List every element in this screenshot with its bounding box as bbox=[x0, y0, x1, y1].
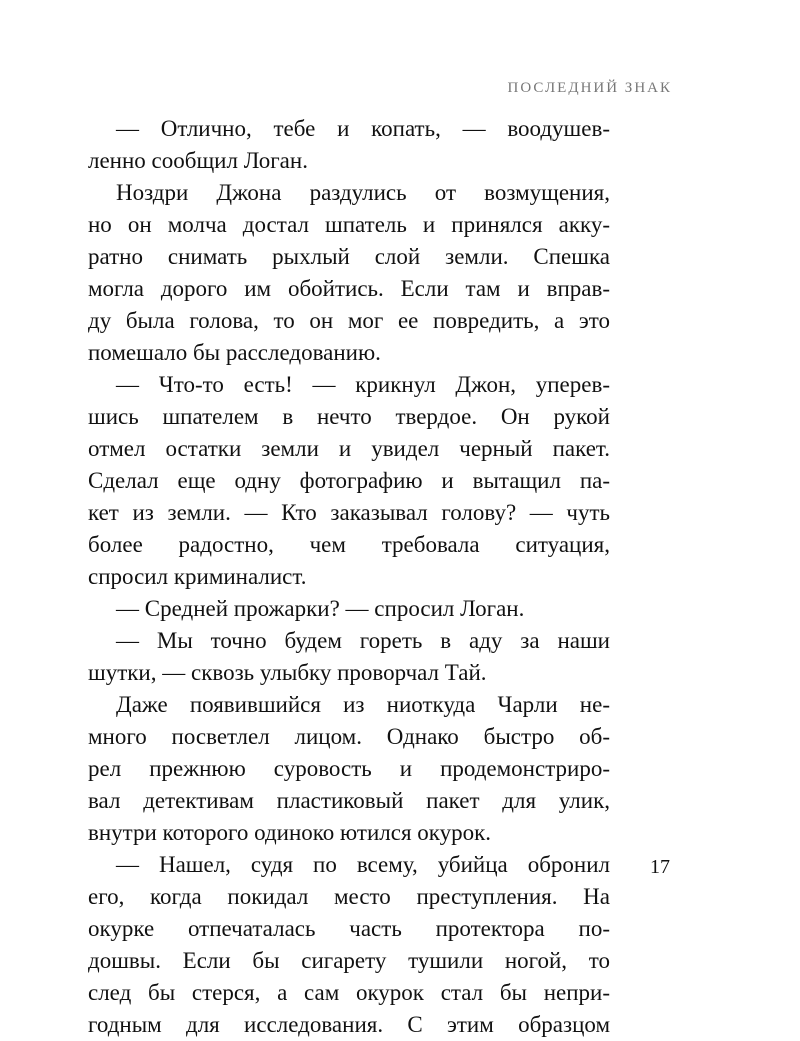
text-line: более радостно, чем требовала ситуация, bbox=[88, 532, 610, 557]
body-text bbox=[88, 113, 610, 1041]
text-line: вал детективам пластиковый пакет для улик, bbox=[88, 788, 610, 813]
text-line: — Отлично, тебе и копать, — воодушев- bbox=[116, 116, 610, 141]
text-line: спросил криминалист. bbox=[88, 564, 307, 589]
text-line: могла дорого им обойтись. Если там и вправ- bbox=[88, 276, 610, 301]
text-line: шись шпателем в нечто твердое. Он рукой bbox=[88, 404, 610, 429]
text-line: кет из земли. — Кто заказывал голову? — чуть bbox=[88, 500, 610, 525]
text-line: его, когда покидал место преступления. На bbox=[88, 884, 610, 909]
text-line: — Средней прожарки? — спросил Логан. bbox=[116, 596, 525, 621]
text-line: годным для исследования. С этим образцом bbox=[88, 1012, 610, 1037]
text-line: ратно снимать рыхлый слой земли. Спешка bbox=[88, 244, 610, 269]
text-line: внутри которого одиноко ютился окурок. bbox=[88, 820, 492, 845]
text-line: помешало бы расследованию. bbox=[88, 340, 381, 365]
running-head: ПОСЛЕДНИЙ ЗНАК bbox=[507, 80, 672, 96]
page-number: 17 bbox=[650, 856, 670, 878]
text-line: — Мы точно будем гореть в аду за наши bbox=[116, 628, 610, 653]
text-line: Ноздри Джона раздулись от возмущения, bbox=[116, 180, 610, 205]
text-line: рел прежнюю суровость и продемонстриро- bbox=[88, 756, 610, 781]
text-line: Сделал еще одну фотографию и вытащил па- bbox=[88, 468, 610, 493]
text-line: дошвы. Если бы сигарету тушили ногой, то bbox=[88, 948, 610, 973]
text-line: отмел остатки земли и увидел черный пакет. bbox=[88, 436, 610, 461]
text-line: но он молча достал шпатель и принялся акку- bbox=[88, 212, 610, 237]
text-line: ду была голова, то он мог ее повредить, а это bbox=[88, 308, 610, 333]
text-line: — Что-то есть! — крикнул Джон, уперев- bbox=[116, 372, 610, 397]
text-line: окурке отпечаталась часть протектора по- bbox=[88, 916, 610, 941]
text-line: шутки, — сквозь улыбку проворчал Тай. bbox=[88, 660, 487, 685]
text-line: ленно сообщил Логан. bbox=[88, 148, 308, 173]
text-line: Даже появившийся из ниоткуда Чарли не- bbox=[116, 692, 610, 717]
text-line: много посветлел лицом. Однако быстро об- bbox=[88, 724, 610, 749]
text-line: след бы стерся, а сам окурок стал бы непри- bbox=[88, 980, 610, 1005]
text-line: — Нашел, судя по всему, убийца обронил bbox=[116, 852, 610, 877]
